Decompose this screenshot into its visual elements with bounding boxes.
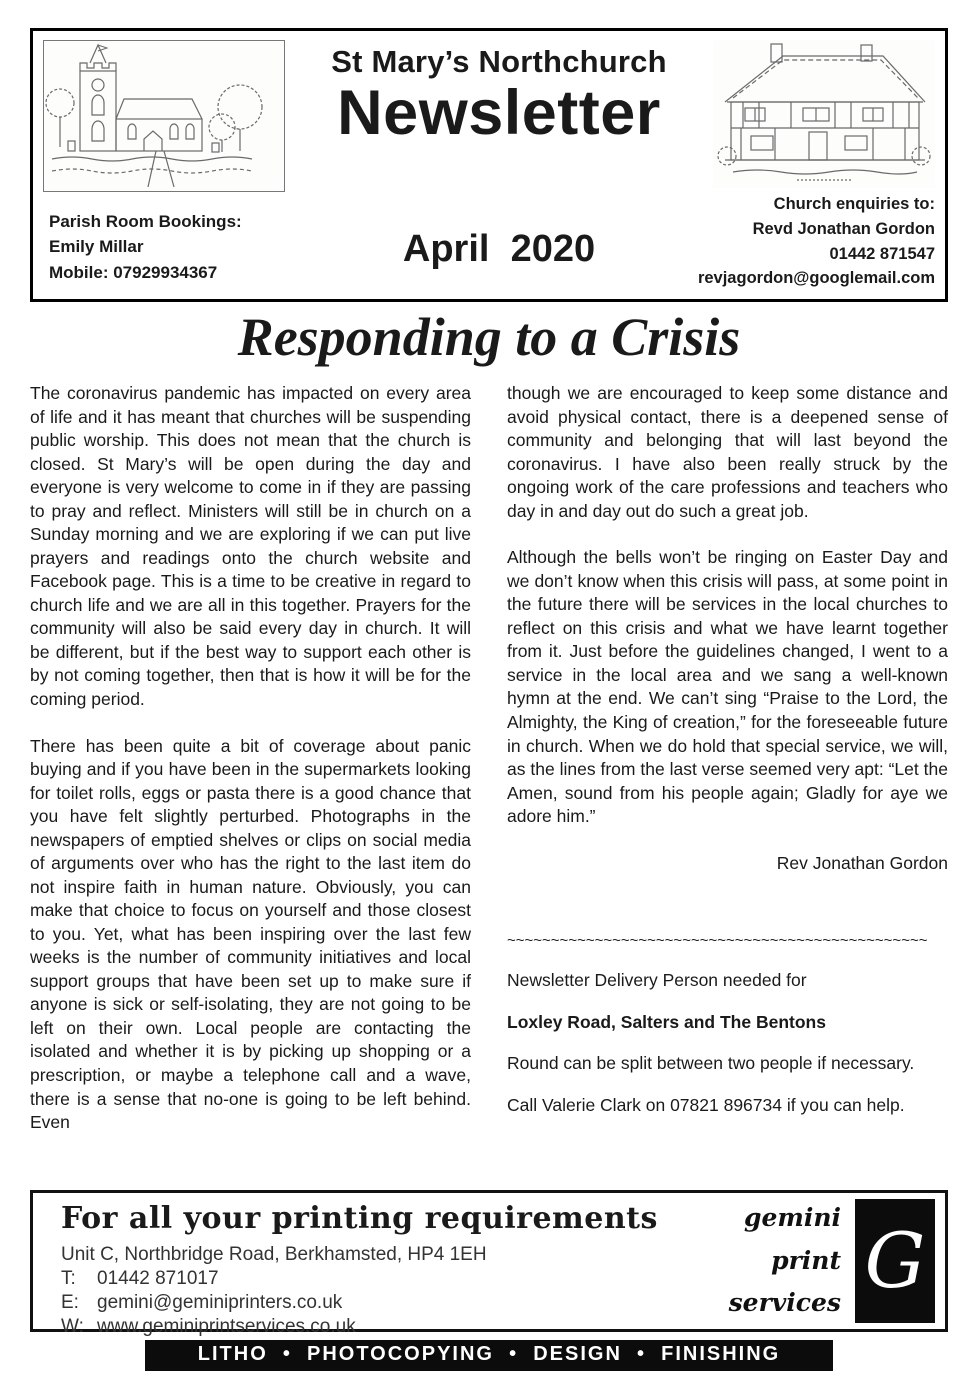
advert-contact-block — [61, 1243, 729, 1339]
advert-email: gemini@geminiprinters.co.uk — [97, 1291, 343, 1313]
delivery-notice-contact: Call Valerie Clark on 07821 896734 if you can help. — [507, 1094, 905, 1115]
delivery-notice-line: Newsletter Delivery Person needed for — [507, 970, 807, 991]
enquiries-phone: 01442 871547 — [829, 244, 935, 263]
masthead-right-column — [697, 40, 935, 293]
gemini-logo-letter: G — [864, 1216, 926, 1306]
old-house-sketch-image — [713, 40, 935, 188]
article-title: Responding to a Crisis — [237, 307, 741, 367]
advert-headline: For all your printing requirements — [61, 1201, 658, 1237]
services-bar: LITHO • PHOTOCOPYING • DESIGN • FINISHING — [145, 1340, 833, 1371]
advert-web-line — [61, 1315, 729, 1339]
gemini-logo — [855, 1199, 935, 1323]
parish-room-bookings — [43, 209, 295, 294]
bookings-heading: Parish Room Bookings: — [49, 211, 242, 231]
issue-date: April 2020 — [402, 228, 596, 270]
article-right-column — [507, 382, 948, 1170]
advert-website: www.geminiprintservices.co.uk — [97, 1315, 356, 1337]
bookings-name: Emily Millar — [49, 237, 144, 256]
tilde-divider: ~~~~~~~~~~~~~~~~~~~~~~~~~~~~~~~~~~~~~~~~~~~~~~~~ — [507, 932, 928, 950]
article-paragraph: Although the bells won’t be ringing on Easter Day and we don’t know when this crisis will pass, at some point in the future there will be services in the local churches to reflect on this crisis and what we have learnt together from it. Just before the guidelines changed, I went to a service in the local area and we sang a well-known hymn at the end. We can’t sing “Praise to the Lord, the Almighty, the King of creation,” for the foreseeable future in church. When we do hold that special service, we will, as the lines from the last verse seemed very apt: “Let the Amen, sound from his people again; Gladly for aye we adore him.” — [507, 547, 948, 827]
enquiries-heading: Church enquiries to: — [773, 195, 935, 213]
article-paragraph: though we are encouraged to keep some distance and avoid physical contact, there is a deepened sense of community and belonging that will last beyond the coronavirus. I have also been really struck by the ongoing work of the care professions and teachers who day in and day out do such a great job. — [507, 383, 948, 521]
brand-word-print: print — [771, 1245, 841, 1275]
brand-word-gemini: gemini — [743, 1203, 841, 1233]
enquiries-email: revjagordon@googlemail.com — [697, 269, 935, 288]
advert-address: Unit C, Northbridge Road, Berkhamsted, HP4 1EH — [61, 1244, 487, 1266]
church-sketch-image — [43, 40, 285, 192]
article-signature: Rev Jonathan Gordon — [776, 852, 948, 873]
brand-word-services: services — [728, 1288, 841, 1318]
advert-details — [61, 1199, 729, 1337]
article-body — [30, 382, 948, 1170]
masthead-left-column — [43, 40, 295, 293]
enquiries-name: Revd Jonathan Gordon — [752, 219, 935, 238]
church-enquiries — [698, 192, 935, 293]
web-label: W: — [61, 1315, 84, 1337]
old-house-sketch-drawing — [713, 40, 935, 188]
phone-label: T: — [61, 1268, 76, 1290]
masthead-center-column — [309, 40, 689, 293]
newsletter-masthead — [30, 28, 948, 302]
article-left-column — [30, 382, 471, 1170]
printer-advert — [30, 1190, 948, 1337]
article-paragraph: The coronavirus pandemic has impacted on every area of life and it has meant that churches will be suspending public worship. This does not mean that the church is closed. St Mary’s will be open during the day and everyone is very welcome to come in if they are passing to pray and reflect. Ministers will still be in church on a Sunday morning and we are exploring if we can put live prayers and readings onto the church website and Facebook page. This is a time to be creative in regard to church life and we are all in this together. Prayers for the community will also be said every day in church. It will be different, but if the best way to support each other is by not coming together, then that is how it will be for the coming period. — [30, 383, 471, 709]
advert-phone-line — [61, 1267, 729, 1291]
advert-email-line — [61, 1291, 729, 1315]
church-sketch-drawing — [44, 41, 284, 191]
newsletter-title: Newsletter — [337, 78, 661, 148]
gemini-brand-wordmark — [729, 1199, 855, 1323]
article-paragraph: There has been quite a bit of coverage about panic buying and if you have been in the supermarkets looking for toilet rolls, eggs or pasta there is a good chance that you have felt slightly perturbed. Photographs in the newspapers of emptied shelves or clips on social media of arguments over who has the right to the last item do not inspire faith in human nature. Obviously, you can make that choice to focus on yourself and those closest to you. Yet, what has been inspiring over the last few weeks is the number of community initiatives and local support groups that have been set up to make sure if anyone is sick or self-isolating, they are not going to be left on their own. Local people are contacting the isolated and whether it is by picking up shopping or a prescription, or maybe a telephone call and a wave, there is a sense that no-one is going to be left behind. Even — [30, 735, 471, 1133]
org-title: St Mary’s Northchurch — [331, 44, 667, 79]
delivery-notice-roads: Loxley Road, Salters and The Bentons — [507, 1011, 826, 1032]
delivery-notice-line: Round can be split between two people if necessary. — [507, 1053, 915, 1074]
email-label: E: — [61, 1291, 79, 1313]
advert-phone: 01442 871017 — [97, 1268, 219, 1290]
bookings-mobile: Mobile: 07929934367 — [49, 262, 218, 282]
